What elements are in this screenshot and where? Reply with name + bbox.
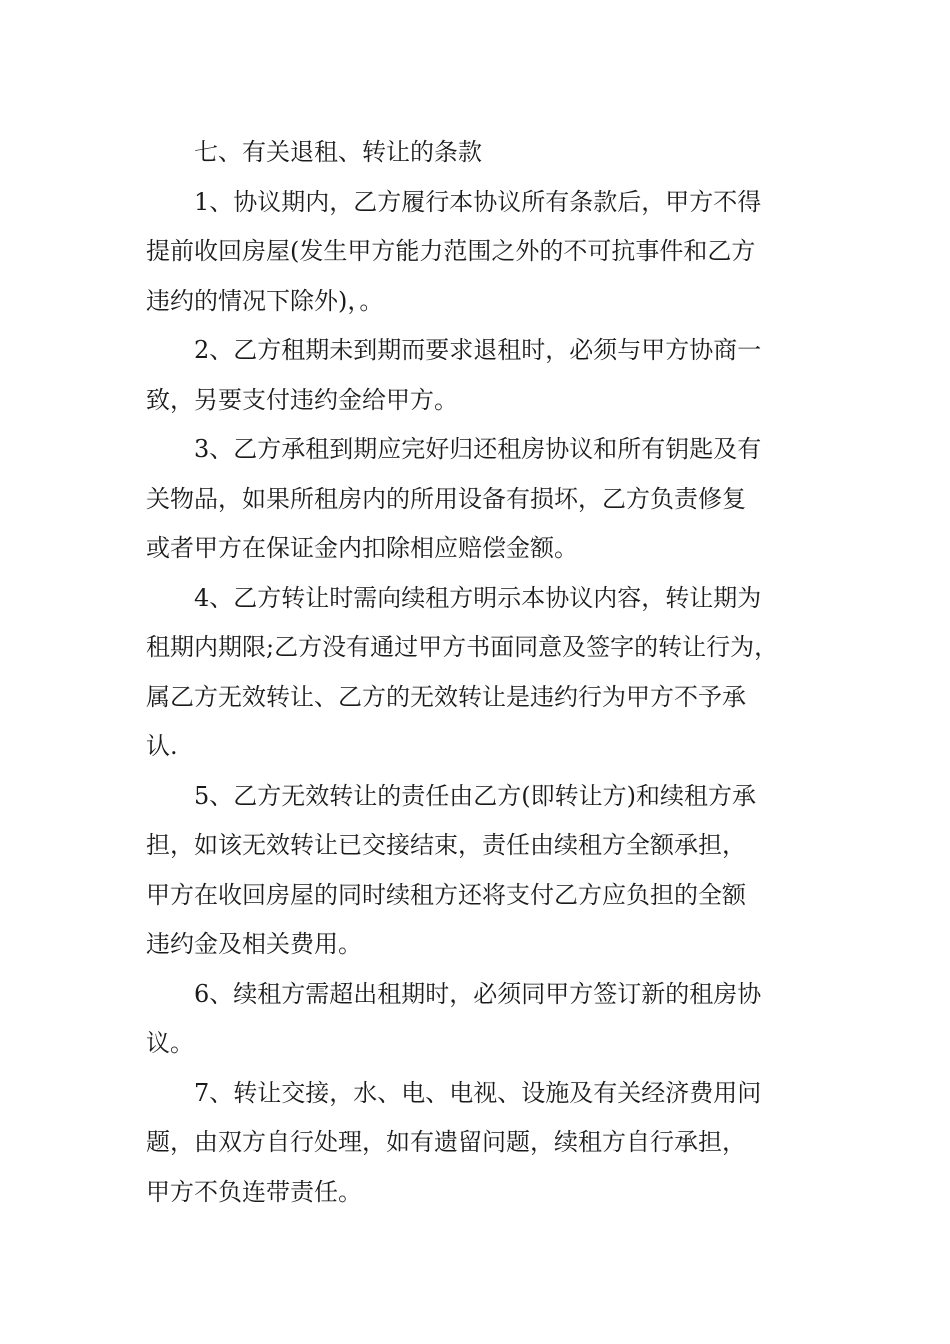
clause-1 [146,178,814,327]
clause-2 [146,326,814,425]
clause-2-line-1: 2、乙方租期未到期而要求退租时，必须与甲方协商一 [194,336,762,364]
clause-3-line-1: 3、乙方承租到期应完好归还租房协议和所有钥匙及有 [194,435,762,463]
clause-6-line-1: 6、续租方需超出租期时，必须同甲方签订新的租房协 [194,979,762,1008]
clause-7 [146,1069,814,1218]
clause-6 [146,970,814,1069]
clause-2-line-2: 致，另要支付违约金给甲方。 [146,385,458,414]
clause-3-line-2: 关物品，如果所租房内的所用设备有损坏，乙方负责修复 [146,484,746,513]
clause-4-line-2: 租期内期限;乙方没有通过甲方书面同意及签字的转让行为， [146,633,779,661]
clause-5-line-4: 违约金及相关费用。 [146,930,362,958]
clause-5-line-1: 5、乙方无效转让的责任由乙方(即转让方)和续租方承 [194,781,756,810]
document-body [146,128,814,1217]
section-heading [146,128,814,178]
clause-4-line-1: 4、乙方转让时需向续租方明示本协议内容，转让期为 [194,583,762,612]
clause-5-line-2: 担，如该无效转让已交接结束，责任由续租方全额承担， [146,831,746,859]
clause-1-line-2: 提前收回房屋(发生甲方能力范围之外的不可抗事件和乙方 [146,237,756,265]
clause-7-line-1: 7、转让交接，水、电、电视、设施及有关经济费用问 [194,1078,762,1107]
clause-6-line-2: 议。 [146,1029,194,1057]
clause-4-line-3: 属乙方无效转让、乙方的无效转让是违约行为甲方不予承 [146,682,746,711]
clause-7-line-3: 甲方不负连带责任。 [146,1177,362,1206]
clause-7-line-2: 题，由双方自行处理，如有遗留问题，续租方自行承担， [146,1128,746,1156]
clause-4-line-4: 认. [146,732,178,760]
clause-3 [146,425,814,574]
clause-4 [146,574,814,772]
clause-1-line-1: 1、协议期内，乙方履行本协议所有条款后，甲方不得 [194,187,762,216]
clause-5-line-3: 甲方在收回房屋的同时续租方还将支付乙方应负担的全额 [146,880,746,909]
clause-1-line-3: 违约的情况下除外)，。 [146,286,384,315]
heading-line: 七、有关退租、转让的条款 [194,138,482,166]
clause-5 [146,772,814,970]
clause-3-line-3: 或者甲方在保证金内扣除相应赔偿金额。 [146,534,578,562]
